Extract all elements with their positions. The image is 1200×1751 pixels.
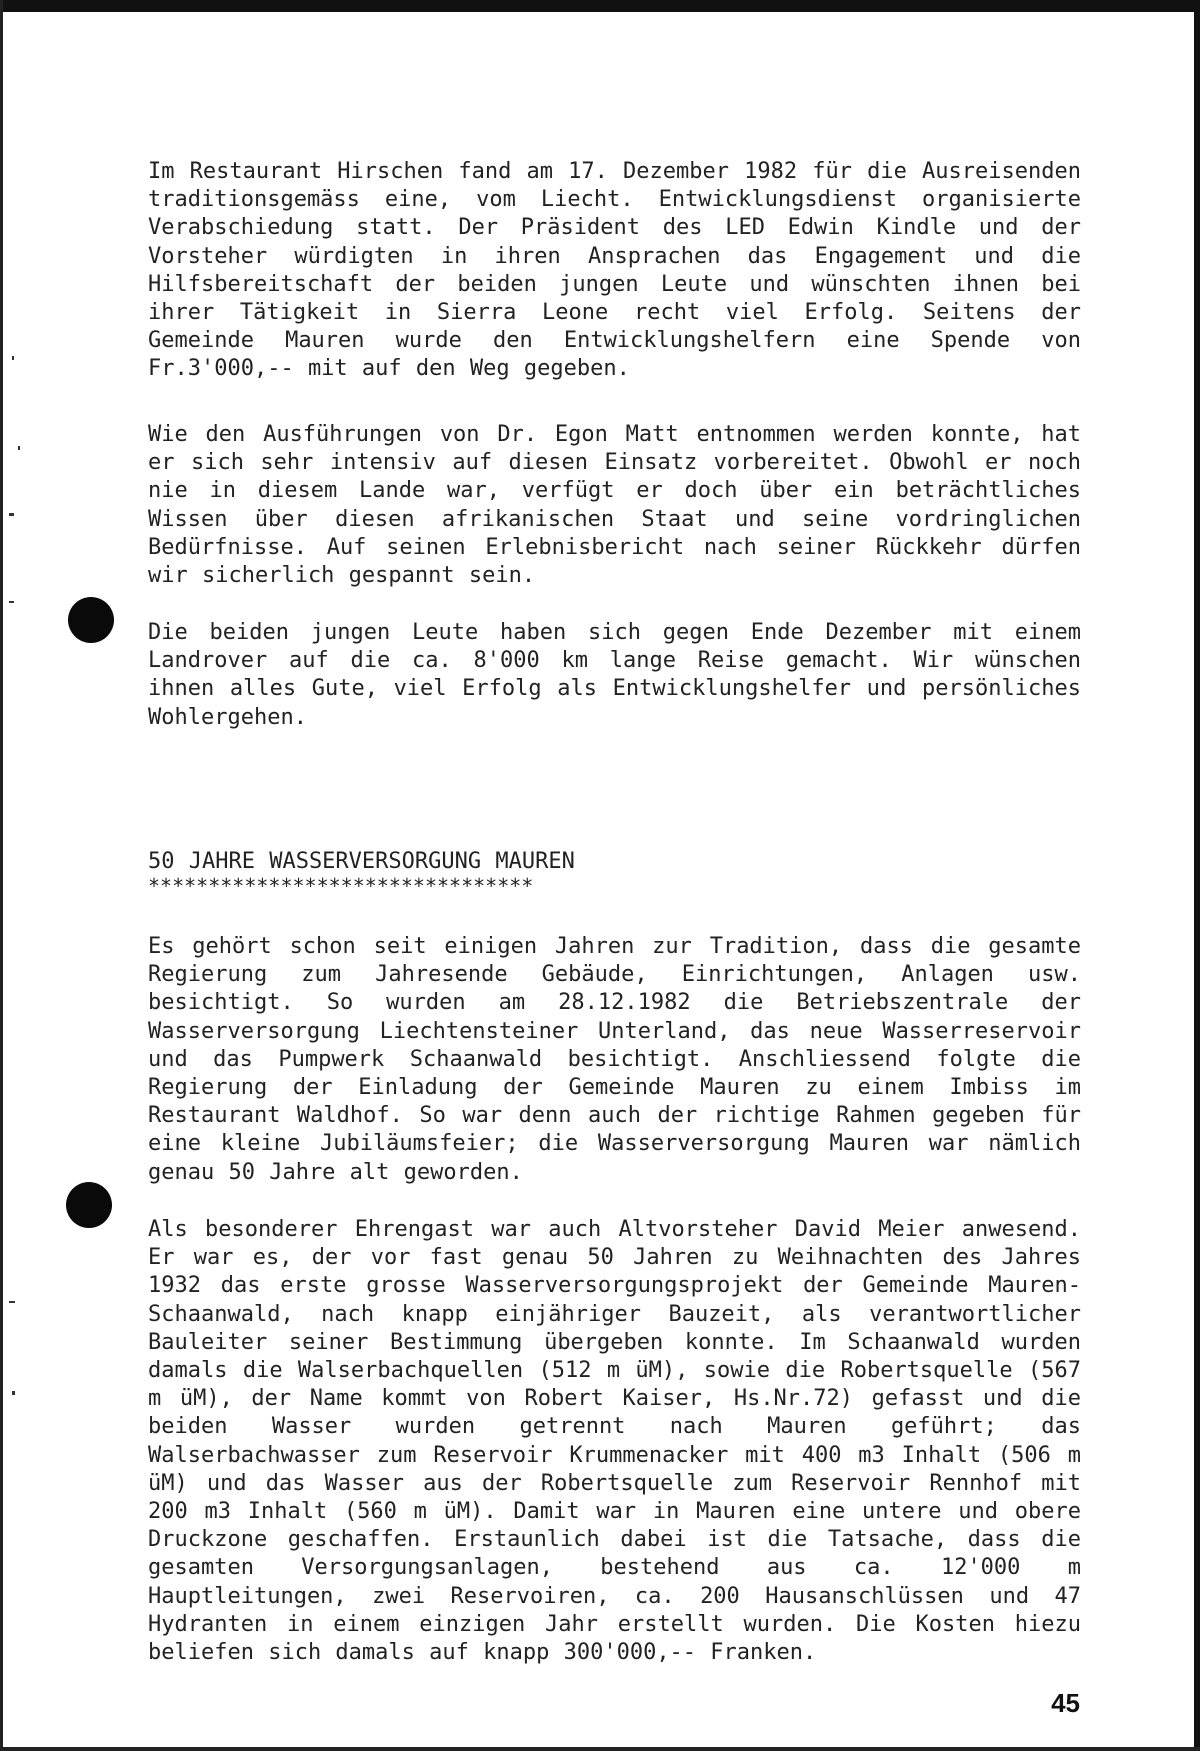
paragraph-government-visit: Es gehört schon seit einigen Jahren zur Tradition, dass die gesamte Regierung zum Jahresende Gebäude, Einrichtungen, Anlagen usw. besichtigt. So wurden am 28.12.1982 die Betriebszentrale der Wasserversorgung Liechtensteiner Unterland, das neue Wasserreservoir und das Pumpwerk Schaanwald besichtigt. Anschliessend folgte die Regierung der Einladung der Gemeinde Mauren zu einem Imbiss im Restaurant Waldhof. So war denn auch der richtige Rahmen gegeben für eine kleine Jubiläumsfeier; die Wasserversorgung Mauren war nämlich genau 50 Jahre alt geworden. [148,934,1081,1185]
page-number: 45 [1051,1688,1080,1718]
paragraph-preparation: Wie den Ausführungen von Dr. Egon Matt entnommen werden konnte, hat er sich sehr intensiv auf diesen Einsatz vorbereitet. Obwohl er noch nie in diesem Lande war, verfügt er doch über ein beträchtliches Wissen über diesen afrikanischen Staat und seine vordringlichen Bedürfnisse. Auf seinen Erlebnisbericht nach seiner Rückkehr dürfen wir sicherlich gespannt sein. [148,422,1081,589]
scan-speck [9,601,14,603]
scan-speck [9,513,14,516]
scan-speck [18,446,20,450]
scan-edge-top [0,0,1200,12]
scan-edge-bottom [0,1747,1200,1751]
section-heading-underline: ******************************** [148,874,534,898]
section-heading: 50 JAHRE WASSERVERSORGUNG MAUREN [148,849,575,874]
punch-hole-lower [66,1182,112,1228]
paragraph-history: Als besonderer Ehrengast war auch Altvorsteher David Meier anwesend. Er war es, der vor fast genau 50 Jahren zu Weihnachten des Jahres 1932 das erste grosse Wasserversorgungsprojekt der Gemeinde Mauren-Schaanwald, nach knapp einjähriger Bauzeit, als verantwortlicher Bauleiter seiner Bestimmung übergeben konnte. Im Schaanwald wurden damals die Walserbachquellen (512 m üM), sowie die Robertsquelle (567 m üM), der Name kommt von Robert Kaiser, Hs.Nr.72) gefasst und die beiden Wasser wurden getrennt nach Mauren geführt; das Walserbachwasser zum Reservoir Krummenacker mit 400 m3 Inhalt (506 m üM) und das Wasser aus der Robertsquelle zum Reservoir Rennhof mit 200 m3 Inhalt (560 m üM). Damit war in Mauren eine untere und obere Druckzone geschaffen. Erstaunlich dabei ist die Tatsache, dass die gesamten Versorgungsanlagen, bestehend aus ca. 12'000 m Hauptleitungen, zwei Reservoiren, ca. 200 Hausanschlüssen und 47 Hydranten in einem einzigen Jahr erstellt wurden. Die Kosten hiezu beliefen sich damals auf knapp 300'000,-- Franken. [148,1217,1081,1666]
scan-speck [12,1391,15,1395]
scan-speck [12,356,14,360]
scan-edge-right [1194,0,1200,1751]
paragraph-departure: Die beiden jungen Leute haben sich gegen Ende Dezember mit einem Landrover auf die ca. 8'000 km lange Reise gemacht. Wir wünschen ihnen alles Gute, viel Erfolg als Entwicklungshelfer und persönliches Wohlergehen. [148,620,1081,730]
scan-speck [9,1301,15,1303]
punch-hole-upper [68,597,114,643]
scan-edge-left [0,0,3,1751]
paragraph-farewell: Im Restaurant Hirschen fand am 17. Dezember 1982 für die Ausreisenden traditionsgemäss eine, vom Liecht. Entwicklungsdienst organisierte Verabschiedung statt. Der Präsident des LED Edwin Kindle und der Vorsteher würdigten in ihren Ansprachen das Engagement und die Hilfsbereitschaft der beiden jungen Leute und wünschten ihnen bei ihrer Tätigkeit in Sierra Leone recht viel Erfolg. Seitens der Gemeinde Mauren wurde den Entwicklungshelfern eine Spende von Fr.3'000,-- mit auf den Weg gegeben. [148,159,1081,382]
